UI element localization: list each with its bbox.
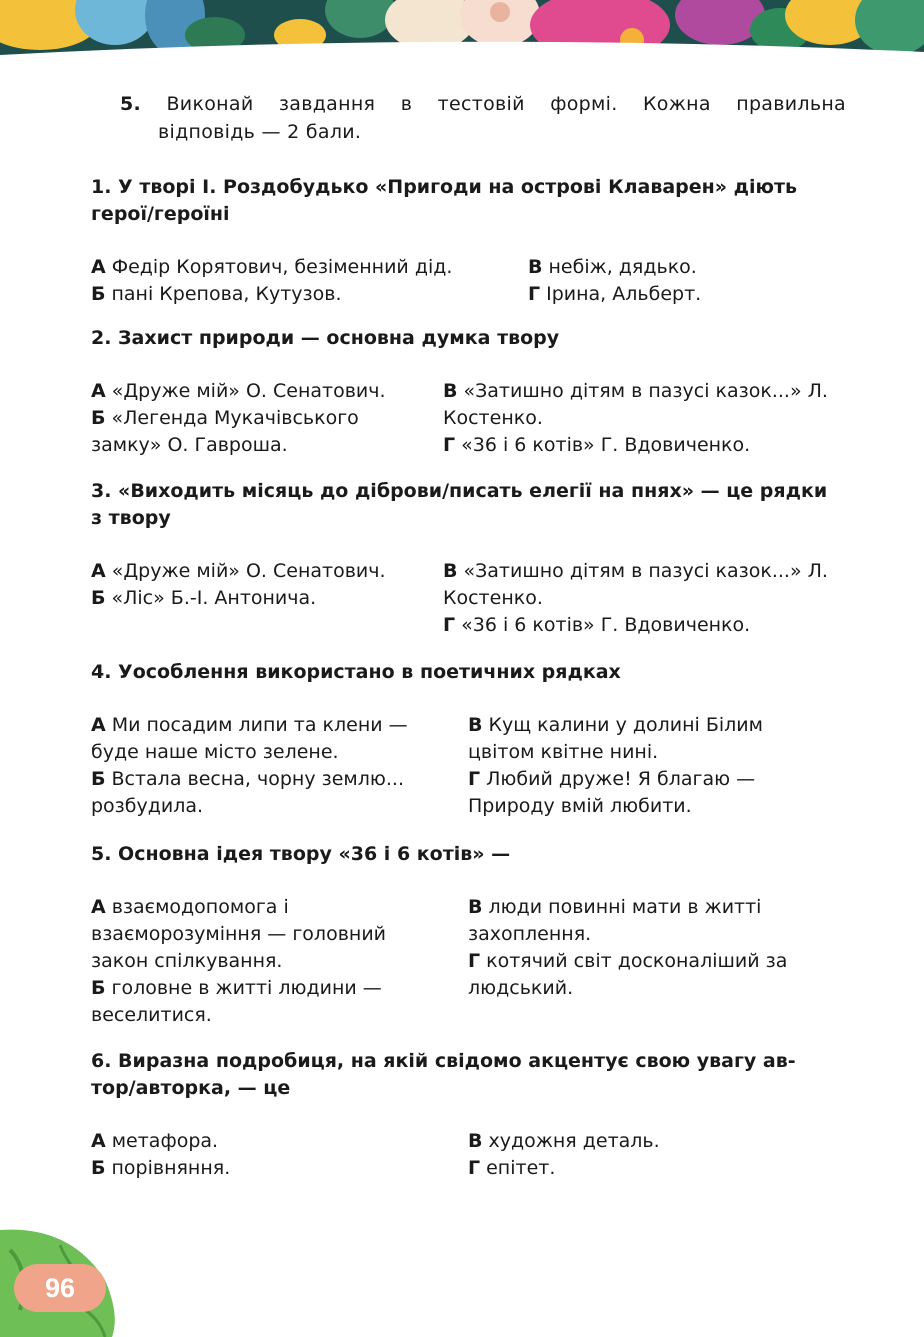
option-v[interactable]: В «Затишно дітям в пазусі казок...» Л. Костенко. bbox=[443, 560, 828, 609]
question-title: 1. У творі І. Роздобудько «Пригоди на острові Клаварен» діють герої/героїні bbox=[91, 176, 798, 225]
answer-options bbox=[91, 254, 851, 308]
options-left-column bbox=[91, 1128, 468, 1182]
option-v[interactable]: В «Затишно дітям в пазусі казок...» Л. Костенко. bbox=[443, 380, 828, 429]
options-left-column bbox=[91, 378, 443, 459]
options-left-column bbox=[91, 254, 528, 308]
option-b[interactable]: Б «Легенда Мукачівського замку» О. Гавроша. bbox=[91, 407, 359, 456]
option-a[interactable]: А «Друже мій» О. Сенатович. bbox=[91, 380, 386, 402]
options-right-column bbox=[468, 1128, 848, 1182]
page-number: 96 bbox=[14, 1264, 106, 1312]
option-a[interactable]: А Федір Корятович, безіменний дід. bbox=[91, 256, 453, 278]
question-3 bbox=[91, 478, 851, 639]
options-left-column bbox=[91, 558, 443, 639]
option-g[interactable]: Г «36 і 6 котів» Г. Вдовиченко. bbox=[443, 434, 751, 456]
option-a[interactable]: А метафора. bbox=[91, 1130, 219, 1152]
option-g[interactable]: Г Любий друже! Я благаю — Природу вмій любити. bbox=[468, 768, 756, 817]
option-g[interactable]: Г «36 і 6 котів» Г. Вдовиченко. bbox=[443, 614, 751, 636]
option-v[interactable]: В Кущ калини у долині Білим цвітом квітне нині. bbox=[468, 714, 763, 763]
floral-banner bbox=[0, 0, 924, 72]
option-g[interactable]: Г котячий світ досконаліший за людський. bbox=[468, 950, 788, 999]
question-title: 6. Виразна подробиця, на якій свідомо акцентує свою увагу ав- тор/авторка, — це bbox=[91, 1050, 796, 1099]
question-title: 5. Основна ідея твору «36 і 6 котів» — bbox=[91, 843, 511, 865]
option-g[interactable]: Г Ірина, Альберт. bbox=[528, 283, 702, 305]
answer-options bbox=[91, 894, 851, 1029]
option-v[interactable]: В небіж, дядько. bbox=[528, 256, 697, 278]
option-a[interactable]: А «Друже мій» О. Сенатович. bbox=[91, 560, 386, 582]
answer-options bbox=[91, 1128, 851, 1182]
question-title: 4. Уособлення використано в поетичних рядках bbox=[91, 661, 621, 683]
option-b[interactable]: Б порівняння. bbox=[91, 1157, 231, 1179]
option-v[interactable]: В люди повинні мати в житті захоплення. bbox=[468, 896, 762, 945]
question-6 bbox=[91, 1048, 851, 1182]
question-title: 2. Захист природи — основна думка твору bbox=[91, 327, 560, 349]
options-right-column bbox=[468, 894, 848, 1029]
question-title: 3. «Виходить місяць до діброви/писать елегії на пнях» — це рядки з твору bbox=[91, 480, 828, 529]
options-right-column bbox=[443, 378, 848, 459]
options-right-column bbox=[528, 254, 848, 308]
option-b[interactable]: Б Встала весна, чорну землю... розбудила. bbox=[91, 768, 404, 817]
options-right-column bbox=[468, 712, 848, 820]
task-line-2: відповідь — 2 бали. bbox=[158, 121, 362, 143]
option-b[interactable]: Б пані Крепова, Кутузов. bbox=[91, 283, 342, 305]
question-2 bbox=[91, 325, 851, 459]
options-right-column bbox=[443, 558, 848, 639]
options-left-column bbox=[91, 712, 468, 820]
options-left-column bbox=[91, 894, 468, 1029]
option-a[interactable]: А взаємодопомога і взаєморозуміння — головний закон спілкування. bbox=[91, 896, 387, 972]
option-a[interactable]: А Ми посадим липи та клени — буде наше місто зелене. bbox=[91, 714, 408, 763]
question-5 bbox=[91, 841, 851, 1029]
question-1 bbox=[91, 174, 851, 308]
task-line-1: 5. Виконай завдання в тестовій формі. Кожна правильна bbox=[120, 90, 846, 118]
task-instruction bbox=[120, 90, 846, 146]
answer-options bbox=[91, 558, 851, 639]
option-g[interactable]: Г епітет. bbox=[468, 1157, 556, 1179]
answer-options bbox=[91, 378, 851, 459]
option-b[interactable]: Б головне в житті людини — веселитися. bbox=[91, 977, 382, 1026]
answer-options bbox=[91, 712, 851, 820]
option-b[interactable]: Б «Ліс» Б.-І. Антонича. bbox=[91, 587, 317, 609]
option-v[interactable]: В художня деталь. bbox=[468, 1130, 660, 1152]
task-number: 5. bbox=[120, 93, 142, 115]
question-4 bbox=[91, 659, 851, 820]
